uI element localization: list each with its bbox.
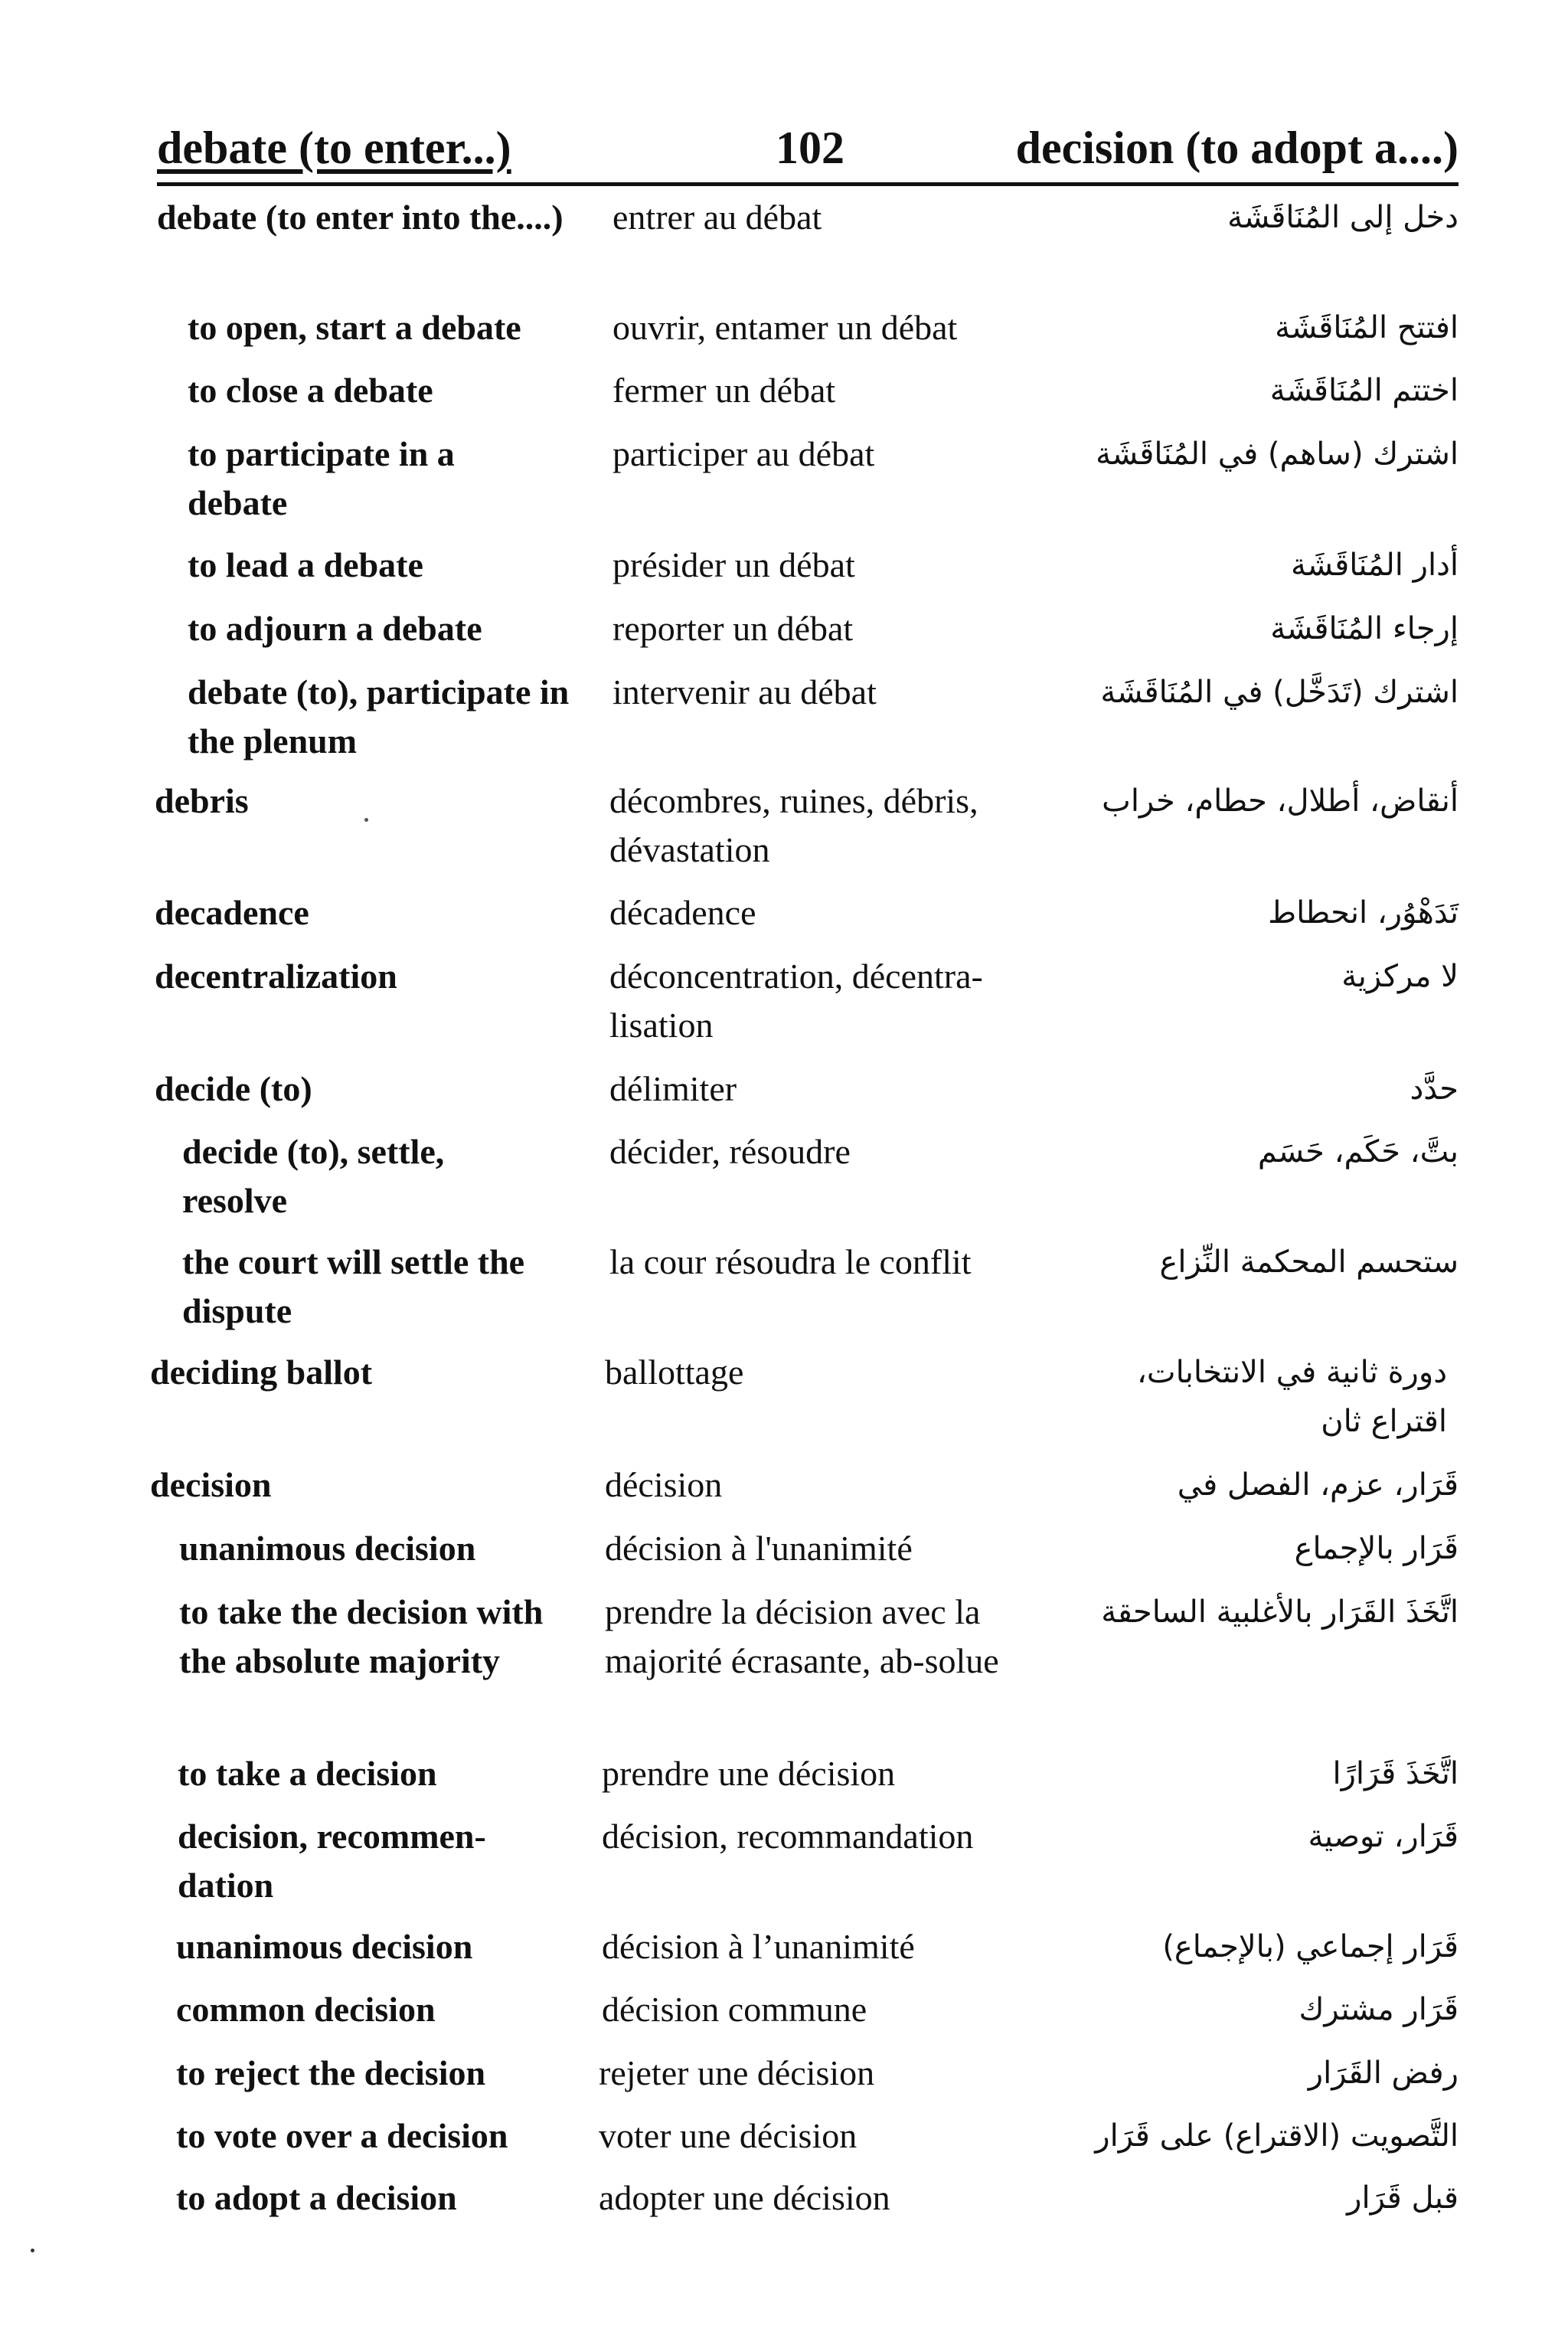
english-term: decision, recommen-dation	[178, 1817, 486, 1905]
french-term: prendre une décision	[602, 1754, 896, 1793]
arabic-term: دورة ثانية في الانتخابات، اقتراع ثان	[1137, 1355, 1447, 1439]
arabic-term: اتَّخَذَ القَرَار بالأغلبية الساحقة	[1101, 1595, 1459, 1630]
arabic-term: قَرَار إجماعي (بالإجماع)	[1162, 1929, 1459, 1964]
french-term: décombres, ruines, débris, dévastation	[609, 781, 978, 869]
french-term: décision à l'unanimité	[605, 1529, 913, 1568]
page-number: 102	[776, 123, 844, 173]
french-term: décision	[605, 1465, 723, 1504]
english-term: to close a debate	[188, 371, 433, 410]
english-term: to participate in a debate	[188, 434, 455, 522]
english-term: to adopt a decision	[176, 2178, 457, 2217]
english-term: decide (to), settle, resolve	[182, 1132, 445, 1220]
arabic-term: لا مركزية	[1341, 959, 1459, 994]
arabic-term: افتتح المُنَاقَشَة	[1275, 310, 1459, 345]
english-term: to take a decision	[178, 1754, 437, 1793]
english-term: to open, start a debate	[188, 308, 521, 347]
arabic-term: تَدَهْوُر، انحطاط	[1268, 895, 1459, 931]
french-term: décision à l’unanimité	[602, 1927, 915, 1966]
french-term: participer au débat	[612, 434, 875, 473]
english-term: decadence	[155, 893, 309, 932]
french-term: décadence	[609, 893, 756, 932]
french-term: ouvrir, entamer un débat	[612, 308, 958, 347]
arabic-term: دخل إلى المُنَاقَشَة	[1227, 200, 1459, 235]
english-term: debate (to enter into the....)	[157, 198, 564, 237]
arabic-term: قَرَار، عزم، الفصل في	[1177, 1467, 1459, 1503]
print-speck	[31, 2249, 34, 2252]
arabic-term: قَرَار مشترك	[1298, 1992, 1459, 2027]
english-term: to lead a debate	[188, 545, 423, 584]
french-term: décider, résoudre	[609, 1132, 851, 1171]
english-term: decentralization	[155, 957, 397, 996]
arabic-term: بتَّ، حَكَم، حَسَم	[1257, 1134, 1459, 1169]
arabic-term: رفض القَرَار	[1308, 2056, 1459, 2091]
french-term: la cour résoudra le conflit	[609, 1242, 972, 1281]
english-term: unanimous decision	[179, 1529, 476, 1568]
header-left-guide-word: debate (to enter...)	[157, 123, 511, 173]
french-term: fermer un débat	[612, 371, 836, 410]
english-term: deciding ballot	[150, 1353, 373, 1392]
english-term: common decision	[176, 1990, 436, 2029]
english-term: to vote over a decision	[176, 2116, 508, 2155]
print-speck	[364, 818, 368, 822]
english-term: to adjourn a debate	[188, 609, 482, 648]
french-term: délimiter	[609, 1069, 737, 1108]
arabic-term: قَرَار بالإجماع	[1294, 1531, 1459, 1566]
french-term: adopter une décision	[599, 2178, 890, 2217]
arabic-term: اختتم المُنَاقَشَة	[1269, 373, 1459, 408]
english-term: to reject the decision	[176, 2053, 486, 2092]
english-term: unanimous decision	[176, 1927, 473, 1966]
header-right-guide-word: decision (to adopt a....)	[1015, 123, 1459, 173]
english-term: the court will settle the dispute	[182, 1242, 525, 1330]
french-term: voter une décision	[599, 2116, 858, 2155]
english-term: debate (to), participate in the plenum	[188, 672, 570, 761]
arabic-term: ستحسم المحكمة النِّزاع	[1159, 1245, 1459, 1280]
arabic-term: إرجاء المُنَاقَشَة	[1270, 611, 1459, 646]
french-term: rejeter une décision	[599, 2053, 875, 2092]
english-term: debris	[155, 781, 249, 820]
french-term: présider un débat	[612, 545, 855, 584]
french-term: entrer au débat	[612, 198, 822, 237]
arabic-term: اتَّخَذَ قَرَارًا	[1332, 1756, 1459, 1791]
english-term: decision	[150, 1465, 272, 1504]
french-term: décision commune	[602, 1990, 867, 2029]
french-term: prendre la décision avec la majorité écrasante, ab-solue	[605, 1592, 999, 1680]
french-term: intervenir au débat	[612, 672, 877, 711]
french-term: déconcentration, décentra-lisation	[609, 957, 983, 1045]
english-term: decide (to)	[155, 1069, 312, 1108]
arabic-term: قَرَار، توصية	[1308, 1819, 1459, 1854]
arabic-term: حدَّد	[1410, 1071, 1459, 1107]
arabic-term: اشترك (تَدَخَّل) في المُنَاقَشَة	[1100, 675, 1459, 710]
french-term: décision, recommandation	[602, 1817, 974, 1856]
arabic-term: أنقاض، أطلال، حطام، خراب	[1102, 783, 1459, 819]
french-term: ballottage	[605, 1353, 744, 1392]
arabic-term: قبل قَرَار	[1347, 2180, 1459, 2216]
arabic-term: أدار المُنَاقَشَة	[1290, 548, 1459, 583]
french-term: reporter un débat	[612, 609, 854, 648]
arabic-term: التَّصويت (الاقتراع) على قَرَار	[1095, 2118, 1459, 2154]
english-term: to take the decision with the absolute majority	[179, 1592, 544, 1680]
arabic-term: اشترك (ساهم) في المُنَاقَشَة	[1096, 437, 1459, 472]
